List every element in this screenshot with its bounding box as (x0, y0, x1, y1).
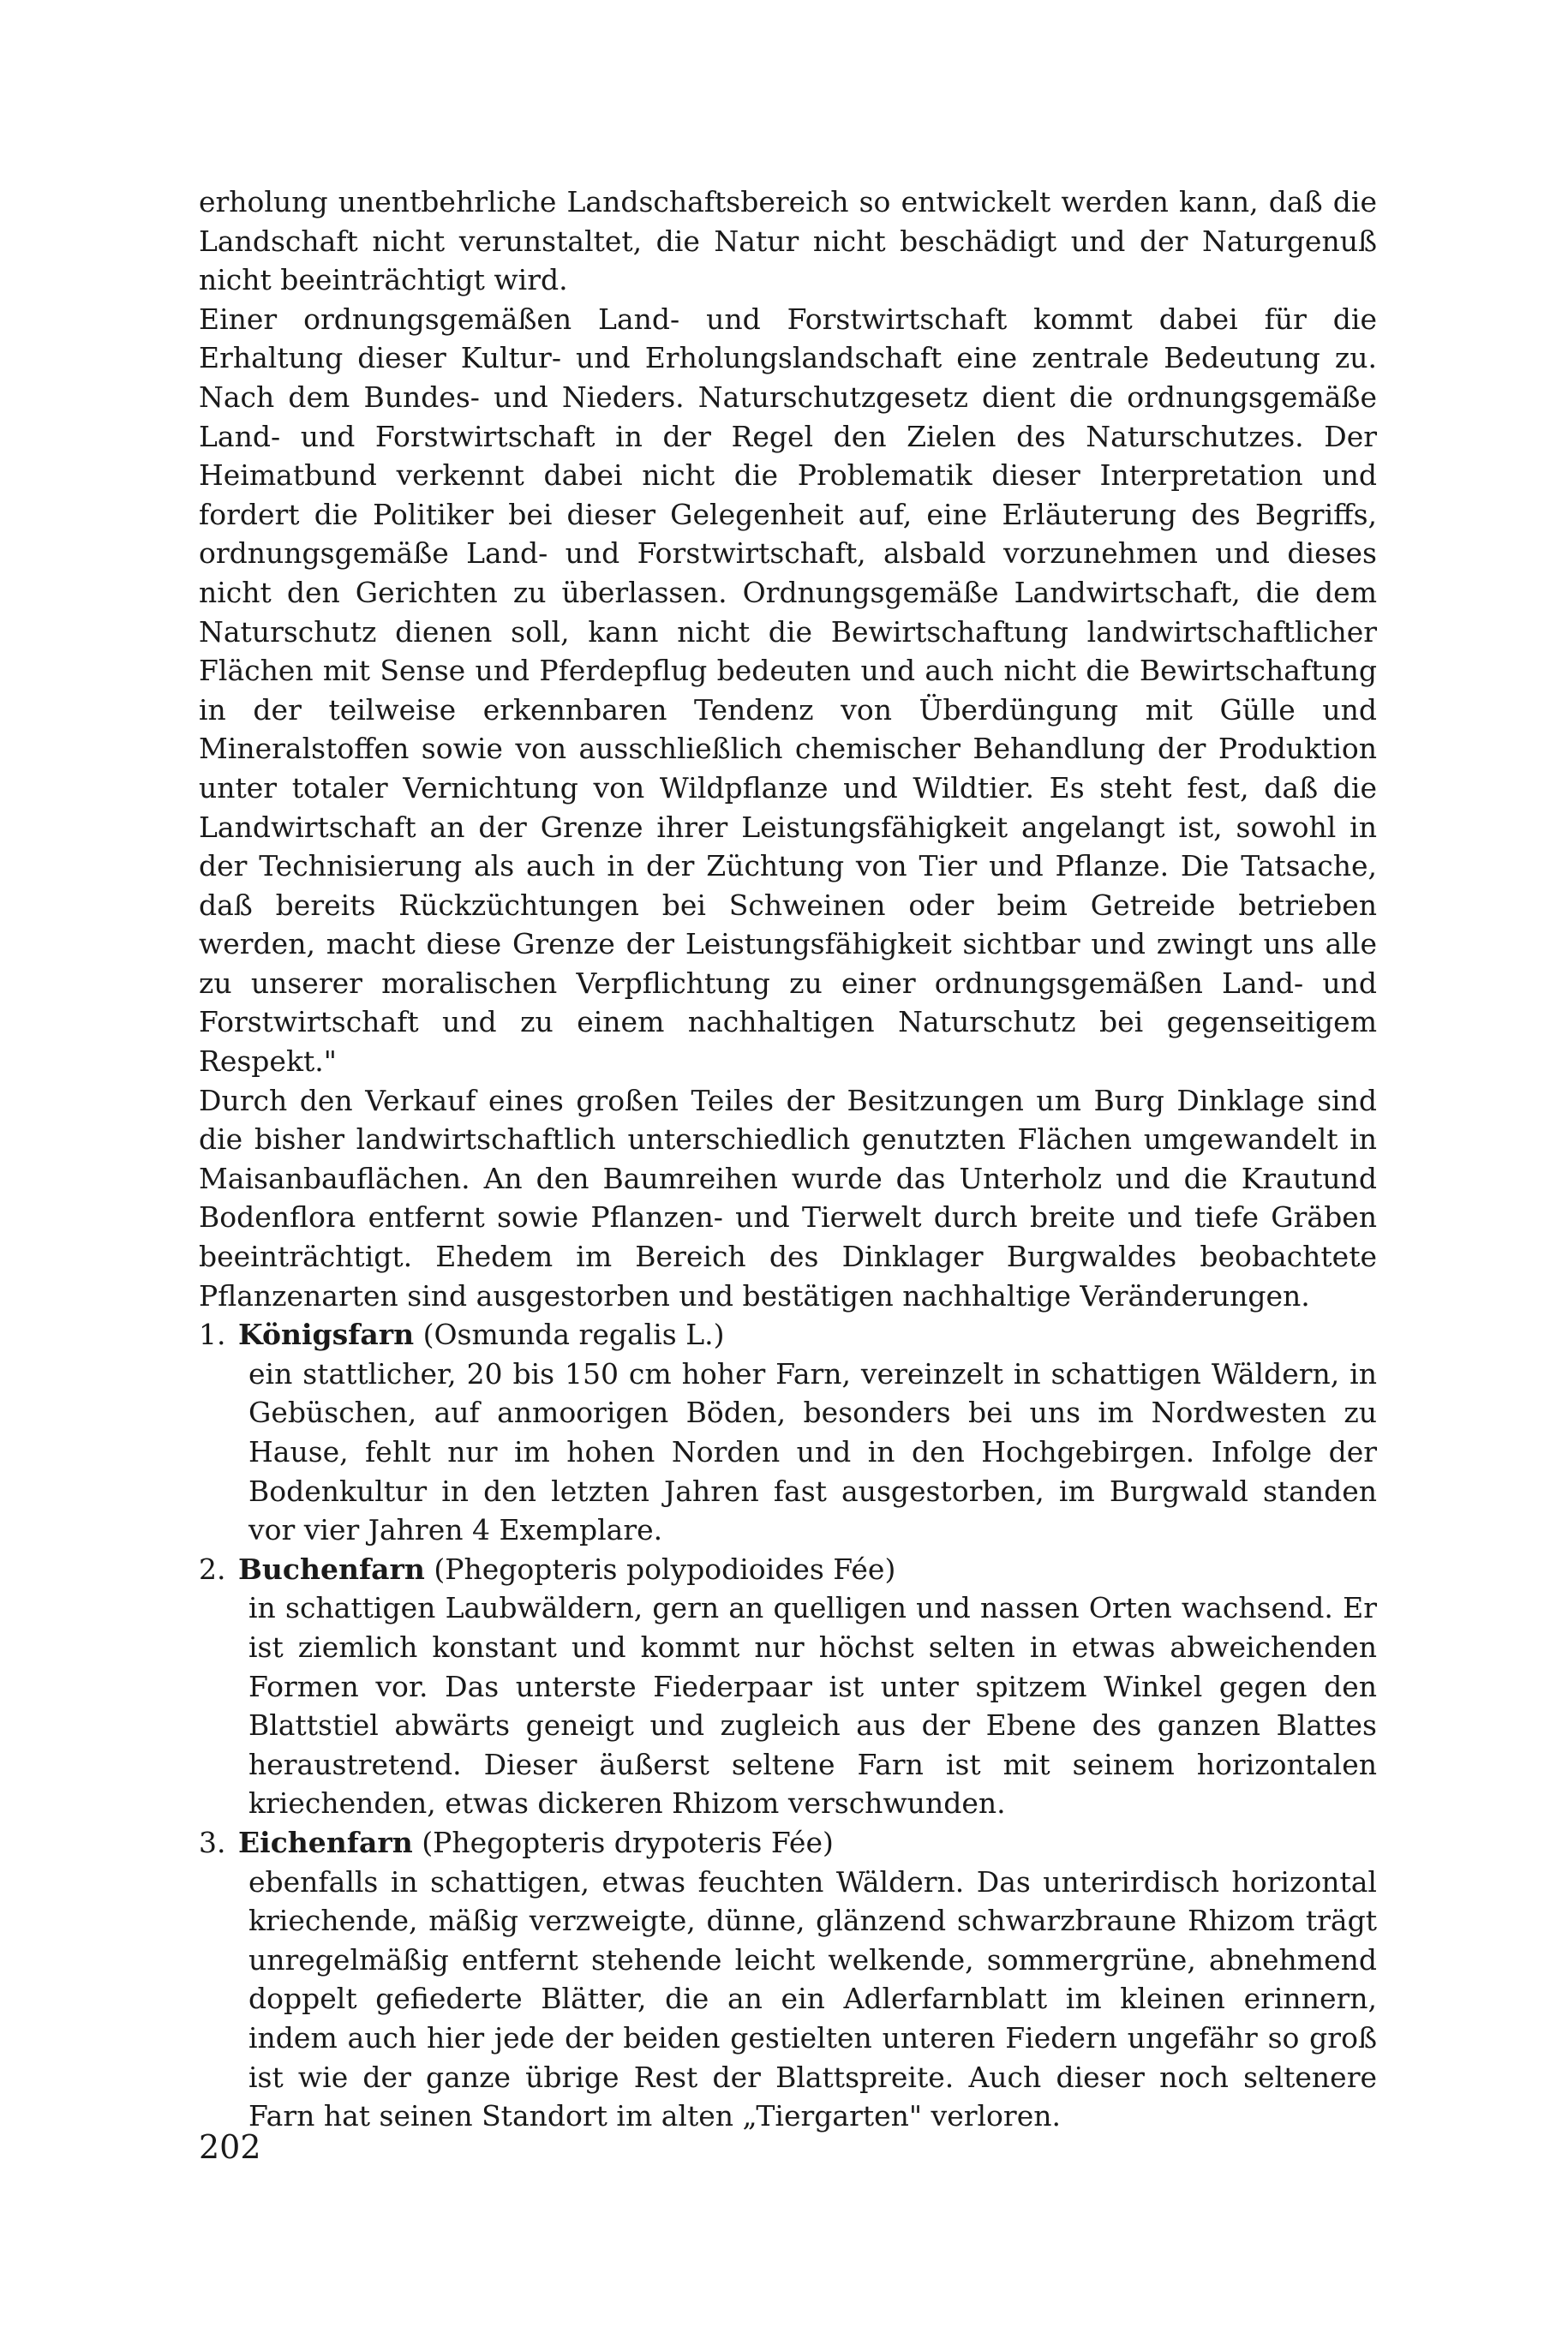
species-name: Königsfarn (238, 1318, 415, 1352)
species-description: ebenfalls in schattigen, etwas feuchten Wäldern. Das unterirdisch horizontal kriechende, mäßig verzweigte, dünne, glänzend schwarzbraune Rhizom trägt unregelmäßig entfernt stehende leicht welkende, sommergrüne, abnehmend doppelt gefiederte Blätter, die an ein Adlerfarnblatt im kleinen erinnern, indem auch hier jede der beiden gestielten unteren Fiedern ungefähr so groß ist wie der ganze übrige Rest der Blattspreite. Auch dieser noch seltenere Farn hat seinen Standort im alten „Tiergarten" verloren. (248, 1864, 1377, 2133)
species-item (199, 1823, 1377, 2136)
body-text (199, 182, 1377, 2136)
species-number: 2. (199, 1552, 226, 1586)
page-number: 202 (199, 2128, 261, 2166)
species-item (199, 1550, 1377, 1823)
species-description: ein stattlicher, 20 bis 150 cm hoher Farn, vereinzelt in schattigen Wäldern, in Gebüschen, auf anmoorigen Böden, besonders bei uns im Nordwesten zu Hause, fehlt nur im hohen Norden und in den Hochgebirgen. Infolge der Bodenkultur in den letzten Jahren fast ausgestorben, im Burgwald standen vor vier Jahren 4 Exemplare. (248, 1356, 1377, 1547)
species-number: 1. (199, 1318, 226, 1352)
species-heading (238, 1823, 1377, 1863)
paragraph: Einer ordnungsgemäßen Land- und Forstwirtschaft kommt dabei für die Erhaltung dieser Kultur- und Erholungslandschaft eine zentrale Bedeutung zu. Nach dem Bundes- und Nieders. Naturschutzgesetz dient die ordnungsgemäße Land- und Forstwirtschaft in der Regel den Zielen des Naturschutzes. Der Heimatbund verkennt dabei nicht die Problematik dieser Interpretation und fordert die Politiker bei dieser Gelegenheit auf, eine Erläuterung des Begriffs, ordnungsgemäße Land- und Forstwirtschaft, alsbald vorzunehmen und dieses nicht den Gerichten zu überlassen. Ordnungsgemäße Landwirtschaft, die dem Naturschutz dienen soll, kann nicht die Bewirtschaftung landwirtschaftlicher Flächen mit Sense und Pferdepflug bedeuten und auch nicht die Bewirtschaftung in der teilweise erkennbaren Tendenz von Überdüngung mit Gülle und Mineralstoffen sowie von ausschließlich chemischer Behandlung der Produktion unter totaler Vernichtung von Wildpflanze und Wildtier. Es steht fest, daß die Landwirtschaft an der Grenze ihrer Leistungsfähigkeit angelangt ist, sowohl in der Technisierung als auch in der Züchtung von Tier und Pflanze. Die Tatsache, daß bereits Rückzüchtungen bei Schweinen oder beim Getreide betrieben werden, macht diese Grenze der Leistungsfähigkeit sichtbar und zwingt uns alle zu unserer moralischen Verpflichtung zu einer ordnungsgemäßen Land- und Forstwirtschaft und zu einem nachhaltigen Naturschutz bei gegenseitigem Respekt." (199, 302, 1377, 1079)
species-list (199, 1315, 1377, 2135)
species-number: 3. (199, 1825, 226, 1859)
species-latin-name: (Phegopteris polypodioides Fée) (434, 1552, 896, 1586)
species-description: in schattigen Laubwäldern, gern an quelligen und nassen Orten wachsend. Er ist ziemlich konstant und kommt nur höchst selten in etwas abweichenden Formen vor. Das unterste Fiederpaar ist unter spitzem Winkel gegen den Blattstiel abwärts geneigt und zugleich aus der Ebene des ganzen Blattes heraustretend. Dieser äußerst seltene Farn ist mit seinem horizontalen kriechenden, etwas dickeren Rhizom verschwunden. (248, 1591, 1377, 1821)
species-name: Eichenfarn (238, 1825, 413, 1859)
species-latin-name: (Phegopteris drypoteris Fée) (422, 1825, 834, 1859)
species-heading (238, 1550, 1377, 1589)
paragraph: erholung unentbehrliche Landschaftsbereich so entwickelt werden kann, daß die Landschaft nicht verunstaltet, die Natur nicht beschädigt und der Naturgenuß nicht beeinträchtigt wird. (199, 185, 1377, 297)
species-latin-name: (Osmunda regalis L.) (422, 1318, 725, 1352)
species-heading (238, 1315, 1377, 1355)
species-name: Buchenfarn (238, 1552, 425, 1586)
species-item (199, 1315, 1377, 1550)
paragraph: Durch den Verkauf eines großen Teiles der Besitzungen um Burg Dinklage sind die bisher landwirtschaftlich unterschiedlich genutzten Flächen umgewandelt in Maisanbauflächen. An den Baumreihen wurde das Unterholz und die Krautund Bodenflora entfernt sowie Pflanzen- und Tierwelt durch breite und tiefe Gräben beeinträchtigt. Ehedem im Bereich des Dinklager Burgwaldes beobachtete Pflanzenarten sind ausgestorben und bestätigen nachhaltige Veränderungen. (199, 1083, 1377, 1313)
